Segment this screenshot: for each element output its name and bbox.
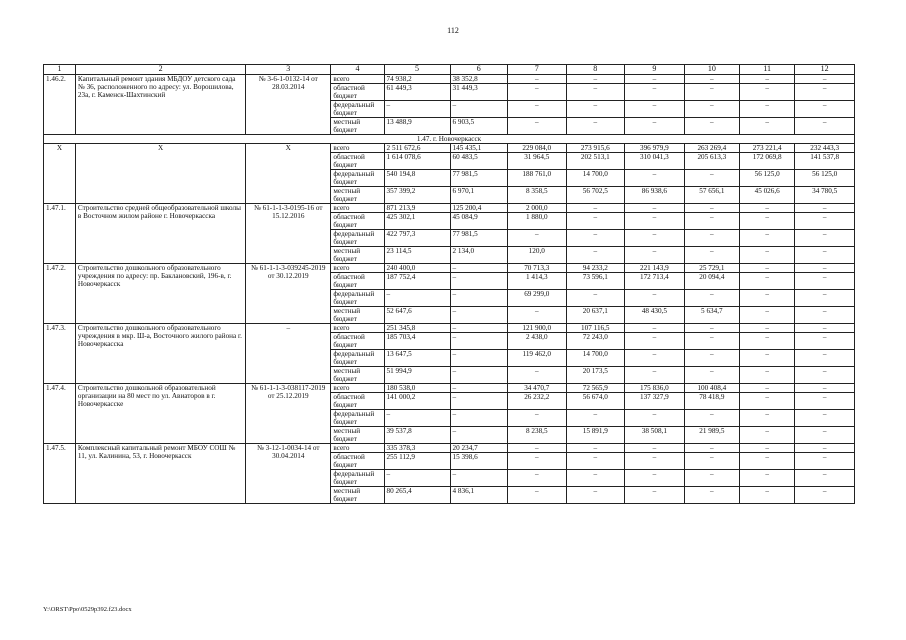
value-cell: 188 761,0 — [508, 170, 567, 187]
value-cell: 45 026,6 — [740, 187, 795, 204]
value-cell: 141 000,2 — [384, 393, 450, 410]
value-cell: – — [384, 101, 450, 118]
value-cell: 72 243,0 — [566, 333, 625, 350]
value-cell: 39 537,8 — [384, 427, 450, 444]
value-cell: – — [684, 410, 739, 427]
value-cell: – — [740, 487, 795, 504]
value-cell: 25 729,1 — [684, 264, 739, 273]
value-cell: – — [625, 290, 685, 307]
value-cell: – — [508, 470, 567, 487]
value-cell: 6 903,5 — [450, 118, 507, 135]
value-cell: – — [684, 75, 739, 84]
budget-type: всего — [331, 324, 384, 333]
value-cell: – — [625, 324, 685, 333]
value-cell: 15 398,6 — [450, 453, 507, 470]
budget-type: областной бюджет — [331, 273, 384, 290]
value-cell: 125 200,4 — [450, 204, 507, 213]
value-cell: – — [740, 470, 795, 487]
value-cell: 2 438,0 — [508, 333, 567, 350]
value-cell: – — [625, 350, 685, 367]
value-cell: – — [684, 324, 739, 333]
budget-type: областной бюджет — [331, 153, 384, 170]
value-cell: – — [684, 170, 739, 187]
value-cell: 13 647,5 — [384, 350, 450, 367]
section-row — [44, 135, 855, 144]
value-cell: – — [508, 444, 567, 453]
value-cell: – — [625, 470, 685, 487]
value-cell: 232 443,3 — [795, 144, 855, 153]
value-cell: 86 938,6 — [625, 187, 685, 204]
value-cell: – — [740, 273, 795, 290]
column-header: 3 — [246, 65, 331, 75]
column-header: 2 — [75, 65, 245, 75]
value-cell: – — [508, 75, 567, 84]
value-cell: – — [384, 290, 450, 307]
value-cell: – — [508, 410, 567, 427]
value-cell: 45 084,9 — [450, 213, 507, 230]
value-cell: – — [508, 118, 567, 135]
budget-type: всего — [331, 75, 384, 84]
value-cell: – — [740, 118, 795, 135]
value-cell: – — [684, 247, 739, 264]
column-header: 5 — [384, 65, 450, 75]
value-cell: 34 470,7 — [508, 384, 567, 393]
value-cell: 6 970,1 — [450, 187, 507, 204]
value-cell: – — [625, 453, 685, 470]
value-cell: – — [795, 75, 855, 84]
value-cell: – — [795, 410, 855, 427]
value-cell: – — [684, 444, 739, 453]
value-cell: – — [625, 333, 685, 350]
value-cell: – — [508, 307, 567, 324]
table-row — [44, 444, 855, 453]
value-cell: – — [740, 247, 795, 264]
value-cell: 8 358,5 — [508, 187, 567, 204]
value-cell: 60 483,5 — [450, 153, 507, 170]
value-cell: 23 114,5 — [384, 247, 450, 264]
value-cell: 221 143,9 — [625, 264, 685, 273]
value-cell: – — [795, 487, 855, 504]
value-cell: – — [740, 75, 795, 84]
value-cell: – — [566, 213, 625, 230]
value-cell: – — [625, 84, 685, 101]
value-cell: – — [450, 470, 507, 487]
value-cell: – — [684, 453, 739, 470]
value-cell: – — [795, 307, 855, 324]
value-cell: – — [740, 230, 795, 247]
value-cell: – — [625, 230, 685, 247]
value-cell: – — [795, 333, 855, 350]
budget-type: областной бюджет — [331, 213, 384, 230]
value-cell: – — [795, 470, 855, 487]
value-cell: – — [684, 84, 739, 101]
value-cell: – — [740, 367, 795, 384]
value-cell: 70 713,3 — [508, 264, 567, 273]
value-cell: 251 345,8 — [384, 324, 450, 333]
value-cell: – — [795, 204, 855, 213]
footer-file-path: Y:\ORST\Ppo\0529p392.f23.docx — [43, 606, 132, 613]
value-cell: – — [508, 367, 567, 384]
value-cell: 172 713,4 — [625, 273, 685, 290]
value-cell: 273 915,6 — [566, 144, 625, 153]
value-cell: 94 233,2 — [566, 264, 625, 273]
value-cell: 229 084,0 — [508, 144, 567, 153]
value-cell: – — [684, 213, 739, 230]
value-cell: – — [740, 324, 795, 333]
value-cell: – — [566, 290, 625, 307]
budget-type: федеральный бюджет — [331, 470, 384, 487]
value-cell: – — [795, 264, 855, 273]
value-cell: – — [684, 290, 739, 307]
value-cell: 2 511 672,6 — [384, 144, 450, 153]
value-cell: 1 414,3 — [508, 273, 567, 290]
project-id: 1.47.3. — [44, 324, 76, 384]
value-cell: – — [795, 393, 855, 410]
project-code: № 3-6-1-0132-14 от 28.03.2014 — [246, 75, 331, 135]
value-cell: 172 069,8 — [740, 153, 795, 170]
value-cell: 120,0 — [508, 247, 567, 264]
value-cell: 871 213,9 — [384, 204, 450, 213]
budget-type: федеральный бюджет — [331, 230, 384, 247]
budget-type: федеральный бюджет — [331, 290, 384, 307]
value-cell: – — [625, 204, 685, 213]
value-cell: – — [566, 470, 625, 487]
value-cell: 31 964,5 — [508, 153, 567, 170]
project-id: 1.47.1. — [44, 204, 76, 264]
value-cell: – — [625, 75, 685, 84]
value-cell: 107 116,5 — [566, 324, 625, 333]
value-cell: 13 488,9 — [384, 118, 450, 135]
column-header: 8 — [566, 65, 625, 75]
value-cell: 61 449,3 — [384, 84, 450, 101]
value-cell: – — [625, 170, 685, 187]
value-cell: – — [740, 384, 795, 393]
value-cell: – — [450, 427, 507, 444]
budget-type: всего — [331, 144, 384, 153]
value-cell: 141 537,8 — [795, 153, 855, 170]
total-marker: Х — [246, 144, 331, 204]
value-cell: 73 596,1 — [566, 273, 625, 290]
project-name: Строительство дошкольной образовательной организации на 80 мест по ул. Авиаторов в г. Новочеркасске — [75, 384, 245, 444]
value-cell: 56 674,0 — [566, 393, 625, 410]
project-id: 1.47.2. — [44, 264, 76, 324]
value-cell: 1 614 078,6 — [384, 153, 450, 170]
project-name: Капитальный ремонт здания МБДОУ детского сада № 36, расположенного по адресу: ул. Ворошилова, 23а, г. Каменск-Шахтинский — [75, 75, 245, 135]
value-cell: – — [740, 453, 795, 470]
table-row — [44, 204, 855, 213]
total-marker: Х — [44, 144, 76, 204]
value-cell: – — [740, 333, 795, 350]
value-cell: – — [566, 410, 625, 427]
budget-type: местный бюджет — [331, 427, 384, 444]
value-cell: – — [740, 101, 795, 118]
value-cell: – — [566, 118, 625, 135]
value-cell: 56 125,0 — [740, 170, 795, 187]
value-cell: – — [684, 118, 739, 135]
value-cell: 77 981,5 — [450, 170, 507, 187]
value-cell: 137 327,9 — [625, 393, 685, 410]
value-cell: 205 613,3 — [684, 153, 739, 170]
value-cell: 5 634,7 — [684, 307, 739, 324]
header-row — [44, 65, 855, 75]
column-header: 4 — [331, 65, 384, 75]
value-cell: 14 700,0 — [566, 170, 625, 187]
budget-type: местный бюджет — [331, 487, 384, 504]
column-header: 10 — [684, 65, 739, 75]
value-cell: – — [384, 470, 450, 487]
value-cell: 20 637,1 — [566, 307, 625, 324]
column-header: 1 — [44, 65, 76, 75]
budget-type: федеральный бюджет — [331, 410, 384, 427]
value-cell: 540 194,8 — [384, 170, 450, 187]
value-cell: – — [566, 101, 625, 118]
value-cell: – — [625, 213, 685, 230]
value-cell: – — [795, 324, 855, 333]
value-cell: – — [566, 75, 625, 84]
value-cell: 80 265,4 — [384, 487, 450, 504]
table-row — [44, 144, 855, 153]
value-cell: – — [566, 444, 625, 453]
value-cell: 74 938,2 — [384, 75, 450, 84]
value-cell: 52 647,6 — [384, 307, 450, 324]
column-header: 6 — [450, 65, 507, 75]
value-cell: 57 656,1 — [684, 187, 739, 204]
value-cell: – — [795, 84, 855, 101]
value-cell: – — [508, 487, 567, 504]
value-cell: – — [450, 324, 507, 333]
project-id: 1.47.4. — [44, 384, 76, 444]
value-cell: – — [740, 427, 795, 444]
value-cell: – — [684, 204, 739, 213]
budget-type: областной бюджет — [331, 333, 384, 350]
value-cell: – — [450, 290, 507, 307]
value-cell: 31 449,3 — [450, 84, 507, 101]
project-code: № 3-12-1-0034-14 от 30.04.2014 — [246, 444, 331, 504]
value-cell: – — [740, 393, 795, 410]
budget-type: местный бюджет — [331, 187, 384, 204]
value-cell: 69 299,0 — [508, 290, 567, 307]
value-cell: – — [450, 393, 507, 410]
column-header: 9 — [625, 65, 685, 75]
project-code: № 61-1-1-3-038117-2019 от 25.12.2019 — [246, 384, 331, 444]
value-cell: 8 238,5 — [508, 427, 567, 444]
value-cell: – — [740, 410, 795, 427]
value-cell: 4 836,1 — [450, 487, 507, 504]
value-cell: 422 797,3 — [384, 230, 450, 247]
value-cell: – — [566, 453, 625, 470]
value-cell: 2 000,0 — [508, 204, 567, 213]
value-cell: 34 780,5 — [795, 187, 855, 204]
project-name: Строительство дошкольного образовательного учреждения по адресу: пр. Баклановский, 196-в, г. Новочеркасск — [75, 264, 245, 324]
budget-type: федеральный бюджет — [331, 350, 384, 367]
project-name: Комплексный капитальный ремонт МБОУ СОШ № 11, ул. Калинина, 53, г. Новочеркасск — [75, 444, 245, 504]
value-cell: 77 981,5 — [450, 230, 507, 247]
project-id: 1.46.2. — [44, 75, 76, 135]
value-cell: – — [450, 264, 507, 273]
value-cell: 48 430,5 — [625, 307, 685, 324]
value-cell: – — [740, 307, 795, 324]
value-cell: – — [795, 350, 855, 367]
project-name: Строительство средней общеобразовательной школы в Восточном жилом районе г. Новочеркасска — [75, 204, 245, 264]
value-cell: – — [566, 247, 625, 264]
value-cell: – — [508, 230, 567, 247]
value-cell: – — [795, 101, 855, 118]
table-row — [44, 324, 855, 333]
table-row — [44, 75, 855, 84]
value-cell: 15 891,9 — [566, 427, 625, 444]
value-cell: 310 041,3 — [625, 153, 685, 170]
value-cell: 20 173,5 — [566, 367, 625, 384]
budget-type: местный бюджет — [331, 367, 384, 384]
page-number: 112 — [447, 26, 459, 35]
value-cell: 273 221,4 — [740, 144, 795, 153]
budget-type: местный бюджет — [331, 247, 384, 264]
budget-table — [43, 64, 855, 504]
value-cell: 26 232,2 — [508, 393, 567, 410]
value-cell: – — [566, 204, 625, 213]
value-cell: 202 513,1 — [566, 153, 625, 170]
value-cell: 425 302,1 — [384, 213, 450, 230]
value-cell: – — [625, 487, 685, 504]
budget-type: областной бюджет — [331, 84, 384, 101]
value-cell: 20 094,4 — [684, 273, 739, 290]
value-cell: – — [795, 427, 855, 444]
value-cell: – — [625, 118, 685, 135]
value-cell: – — [795, 384, 855, 393]
value-cell: 38 508,1 — [625, 427, 685, 444]
budget-type: всего — [331, 384, 384, 393]
column-header: 7 — [508, 65, 567, 75]
value-cell: – — [684, 350, 739, 367]
value-cell: – — [740, 204, 795, 213]
value-cell: – — [795, 367, 855, 384]
value-cell: – — [450, 101, 507, 118]
value-cell: 38 352,8 — [450, 75, 507, 84]
value-cell: – — [795, 213, 855, 230]
value-cell: – — [508, 101, 567, 118]
value-cell: 1 880,0 — [508, 213, 567, 230]
value-cell: 21 989,5 — [684, 427, 739, 444]
value-cell: – — [450, 384, 507, 393]
value-cell: – — [625, 410, 685, 427]
value-cell: 240 400,0 — [384, 264, 450, 273]
value-cell: – — [566, 487, 625, 504]
value-cell: 78 418,9 — [684, 393, 739, 410]
value-cell: – — [450, 367, 507, 384]
value-cell: 51 994,9 — [384, 367, 450, 384]
value-cell: 185 703,4 — [384, 333, 450, 350]
value-cell: 14 700,0 — [566, 350, 625, 367]
value-cell: – — [508, 84, 567, 101]
value-cell: – — [740, 264, 795, 273]
value-cell: – — [625, 444, 685, 453]
value-cell: – — [684, 470, 739, 487]
value-cell: – — [795, 247, 855, 264]
value-cell: – — [384, 410, 450, 427]
value-cell: 20 234,7 — [450, 444, 507, 453]
value-cell: – — [684, 230, 739, 247]
total-marker: Х — [75, 144, 245, 204]
value-cell: – — [450, 307, 507, 324]
value-cell: – — [566, 84, 625, 101]
project-code: № 61-1-1-3-039245-2019 от 30.12.2019 — [246, 264, 331, 324]
budget-type: областной бюджет — [331, 393, 384, 410]
budget-type: федеральный бюджет — [331, 170, 384, 187]
value-cell: 187 752,4 — [384, 273, 450, 290]
value-cell: – — [684, 101, 739, 118]
value-cell: 180 538,0 — [384, 384, 450, 393]
project-code: № 61-1-1-3-0195-16 от 15.12.2016 — [246, 204, 331, 264]
table-row — [44, 384, 855, 393]
value-cell: 72 565,9 — [566, 384, 625, 393]
value-cell: 121 900,0 — [508, 324, 567, 333]
value-cell: 263 269,4 — [684, 144, 739, 153]
value-cell: – — [566, 230, 625, 247]
value-cell: – — [740, 213, 795, 230]
value-cell: – — [684, 333, 739, 350]
value-cell: – — [795, 118, 855, 135]
value-cell: 396 979,9 — [625, 144, 685, 153]
value-cell: – — [740, 350, 795, 367]
value-cell: – — [450, 333, 507, 350]
value-cell: – — [625, 367, 685, 384]
budget-type: местный бюджет — [331, 118, 384, 135]
column-header: 12 — [795, 65, 855, 75]
budget-type: всего — [331, 264, 384, 273]
project-code: – — [246, 324, 331, 384]
value-cell: – — [625, 101, 685, 118]
table-row — [44, 264, 855, 273]
value-cell: – — [740, 290, 795, 307]
value-cell: – — [508, 453, 567, 470]
value-cell: 56 125,0 — [795, 170, 855, 187]
value-cell: – — [795, 290, 855, 307]
value-cell: 335 378,3 — [384, 444, 450, 453]
budget-type: областной бюджет — [331, 453, 384, 470]
budget-type: всего — [331, 204, 384, 213]
value-cell: – — [450, 410, 507, 427]
value-cell: 145 435,1 — [450, 144, 507, 153]
value-cell: – — [795, 273, 855, 290]
value-cell: 100 408,4 — [684, 384, 739, 393]
value-cell: – — [795, 444, 855, 453]
value-cell: – — [740, 444, 795, 453]
budget-type: федеральный бюджет — [331, 101, 384, 118]
value-cell: – — [684, 367, 739, 384]
value-cell: – — [450, 273, 507, 290]
value-cell: 255 112,9 — [384, 453, 450, 470]
value-cell: 357 399,2 — [384, 187, 450, 204]
value-cell: 2 134,0 — [450, 247, 507, 264]
value-cell: – — [740, 84, 795, 101]
value-cell: 175 836,0 — [625, 384, 685, 393]
value-cell: – — [795, 453, 855, 470]
project-name: Строительство дошкольного образовательного учреждения в мкр. Ш-а, Восточного жилого района г. Новочеркасска — [75, 324, 245, 384]
value-cell: – — [625, 247, 685, 264]
value-cell: 119 462,0 — [508, 350, 567, 367]
section-title: 1.47. г. Новочеркасск — [44, 135, 855, 144]
project-id: 1.47.5. — [44, 444, 76, 504]
budget-type: всего — [331, 444, 384, 453]
value-cell: – — [684, 487, 739, 504]
value-cell: – — [795, 230, 855, 247]
value-cell: – — [450, 350, 507, 367]
column-header: 11 — [740, 65, 795, 75]
value-cell: 56 702,5 — [566, 187, 625, 204]
budget-type: местный бюджет — [331, 307, 384, 324]
